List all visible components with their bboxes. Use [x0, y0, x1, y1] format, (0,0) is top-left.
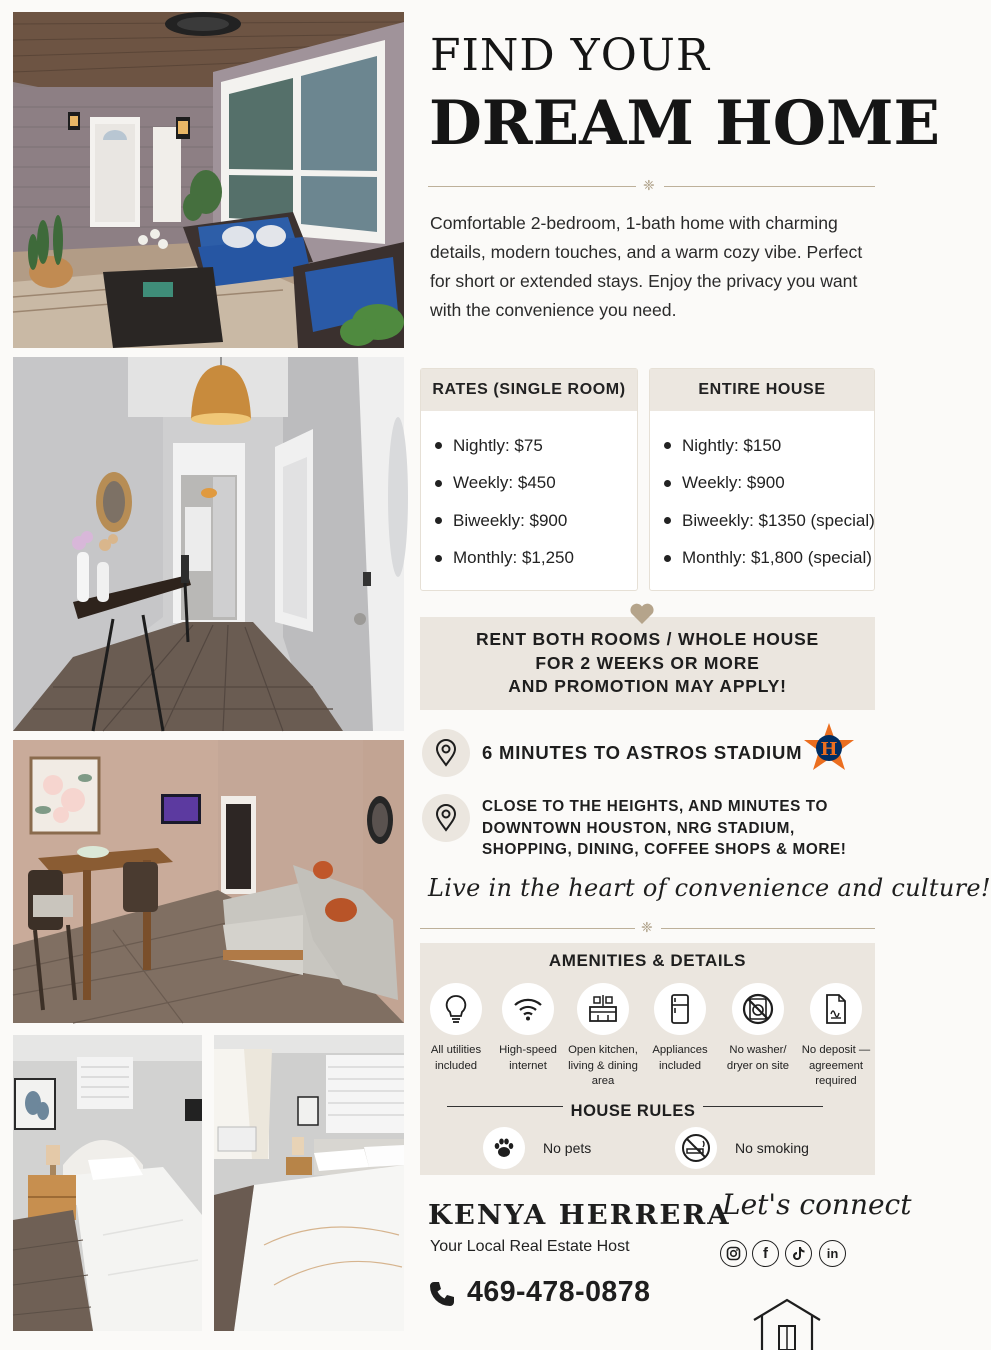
amenity-kitchen — [565, 983, 641, 1090]
rate-item — [435, 502, 637, 540]
facebook-icon[interactable] — [752, 1240, 779, 1267]
rate-item — [435, 427, 637, 465]
amenity-utilities — [418, 983, 494, 1074]
amenity-label: area — [591, 1075, 615, 1087]
rate-text: Weekly: $450 — [453, 473, 556, 493]
rule-label: No smoking — [735, 1140, 809, 1156]
no-smoking-icon — [675, 1127, 717, 1169]
header-divider-right — [664, 186, 875, 187]
promo-line-1: RENT BOTH ROOMS / WHOLE HOUSE — [475, 629, 820, 650]
amenity-internet — [490, 983, 566, 1074]
nearby-line: CLOSE TO THE HEIGHTS, AND MINUTES TO — [482, 798, 828, 815]
headline-line-2: DREAM HOME — [429, 88, 940, 159]
tagline-divider-left — [420, 928, 635, 929]
porch-photo — [13, 12, 404, 348]
location-pin-icon — [422, 794, 470, 842]
amenity-label: High-speed — [499, 1044, 557, 1056]
amenity-label: Appliances — [652, 1044, 708, 1056]
bullet-icon — [664, 480, 671, 487]
amenity-label: required — [815, 1075, 857, 1087]
amenity-label: No washer/ — [729, 1044, 787, 1056]
rate-item — [664, 465, 874, 503]
amenity-no-deposit — [798, 983, 874, 1090]
lets-connect-label: Let's connect — [722, 1188, 912, 1221]
phone-icon — [428, 1280, 456, 1308]
rate-item — [664, 540, 874, 578]
amenity-label: internet — [509, 1059, 547, 1072]
amenity-label: No deposit — — [801, 1044, 871, 1056]
promotion-banner — [420, 617, 875, 710]
heart-icon — [629, 603, 655, 625]
nearby-attractions — [482, 796, 846, 861]
rate-item — [664, 502, 874, 540]
rules-divider-right — [703, 1106, 823, 1107]
phone-number[interactable]: 469-478-0878 — [467, 1276, 651, 1308]
property-description: Comfortable 2-bedroom, 1-bath home with charming details, modern touches, and a warm cozy vibe. Perfect for short or extended stays. Enjoy the privacy you want with the convenience you need. — [430, 213, 863, 320]
amenity-label: Open kitchen, — [568, 1044, 638, 1056]
amenity-label: included — [434, 1059, 478, 1072]
amenities-title: AMENITIES & DETAILS — [548, 951, 747, 970]
wifi-icon — [502, 983, 554, 1035]
rate-text: Monthly: $1,800 (special) — [682, 548, 872, 568]
amenity-label: dryer on site — [726, 1059, 790, 1072]
bullet-icon — [435, 480, 442, 487]
bullet-icon — [664, 555, 671, 562]
amenities-panel — [420, 943, 875, 1175]
paw-icon — [483, 1127, 525, 1169]
bullet-icon — [664, 517, 671, 524]
amenity-no-washer — [720, 983, 796, 1074]
rate-text: Weekly: $900 — [682, 473, 785, 493]
stadium-distance: 6 MINUTES TO ASTROS STADIUM — [482, 742, 803, 763]
rate-text: Biweekly: $1350 (special) — [682, 510, 875, 530]
ornament-icon: ❈ — [643, 178, 655, 194]
host-subtitle: Your Local Real Estate Host — [430, 1238, 630, 1255]
rates-single-room-title: RATES (SINGLE ROOM) — [421, 369, 637, 411]
bullet-icon — [435, 555, 442, 562]
amenity-label: included — [658, 1059, 702, 1072]
rates-entire-house-card — [649, 368, 875, 591]
rule-no-smoking — [675, 1127, 809, 1169]
amenity-label: living & dining — [568, 1059, 638, 1072]
amenity-label: All utilities — [430, 1044, 482, 1056]
promo-line-2: FOR 2 WEEKS OR MORE — [535, 652, 760, 673]
bullet-icon — [664, 442, 671, 449]
rate-text: Nightly: $150 — [682, 435, 782, 455]
rates-entire-house-title: ENTIRE HOUSE — [650, 369, 874, 411]
bullet-icon — [435, 442, 442, 449]
hallway-photo — [13, 357, 404, 731]
bullet-icon — [435, 517, 442, 524]
rate-text: Nightly: $75 — [453, 435, 543, 455]
promo-line-3: AND PROMOTION MAY APPLY! — [508, 676, 787, 697]
rates-single-room-card — [420, 368, 638, 591]
linkedin-icon[interactable] — [819, 1240, 846, 1267]
ornament-icon: ❈ — [641, 920, 653, 936]
tiktok-icon[interactable] — [785, 1240, 812, 1267]
tagline-divider-right — [661, 928, 875, 929]
rate-text: Biweekly: $900 — [453, 510, 568, 530]
amenity-appliances — [642, 983, 718, 1074]
location-pin-icon — [422, 729, 470, 777]
kitchen-icon — [577, 983, 629, 1035]
rate-item — [664, 427, 874, 465]
rate-item — [435, 540, 637, 578]
bedroom-photo-1 — [13, 1035, 202, 1331]
nearby-line: DOWNTOWN HOUSTON, NRG STADIUM, — [482, 819, 795, 837]
document-icon — [810, 983, 862, 1035]
house-logo-icon — [752, 1296, 822, 1350]
fridge-icon — [654, 983, 706, 1035]
tagline: Live in the heart of convenience and culture! — [428, 874, 991, 902]
rule-no-pets — [483, 1127, 591, 1169]
bedroom-photo-2 — [214, 1035, 404, 1331]
header-divider-left — [428, 186, 636, 187]
astros-logo-icon — [803, 722, 855, 772]
nearby-line: SHOPPING, DINING, COFFEE SHOPS & MORE! — [482, 841, 847, 859]
rule-label: No pets — [543, 1140, 592, 1156]
rate-text: Monthly: $1,250 — [453, 548, 574, 568]
headline-line-1: FIND YOUR — [430, 30, 711, 81]
instagram-icon[interactable] — [720, 1240, 747, 1267]
host-name: KENYA HERRERA — [428, 1199, 731, 1231]
astros-logo-letter: H — [820, 739, 838, 760]
linkedin-glyph: in — [826, 1246, 839, 1261]
no-washer-icon — [732, 983, 784, 1035]
amenity-label: agreement — [808, 1059, 863, 1072]
facebook-glyph: f — [763, 1245, 768, 1262]
lightbulb-icon — [430, 983, 482, 1035]
house-rules-title: HOUSE RULES — [570, 1102, 696, 1120]
rate-item — [435, 465, 637, 503]
living-room-photo — [13, 740, 404, 1023]
